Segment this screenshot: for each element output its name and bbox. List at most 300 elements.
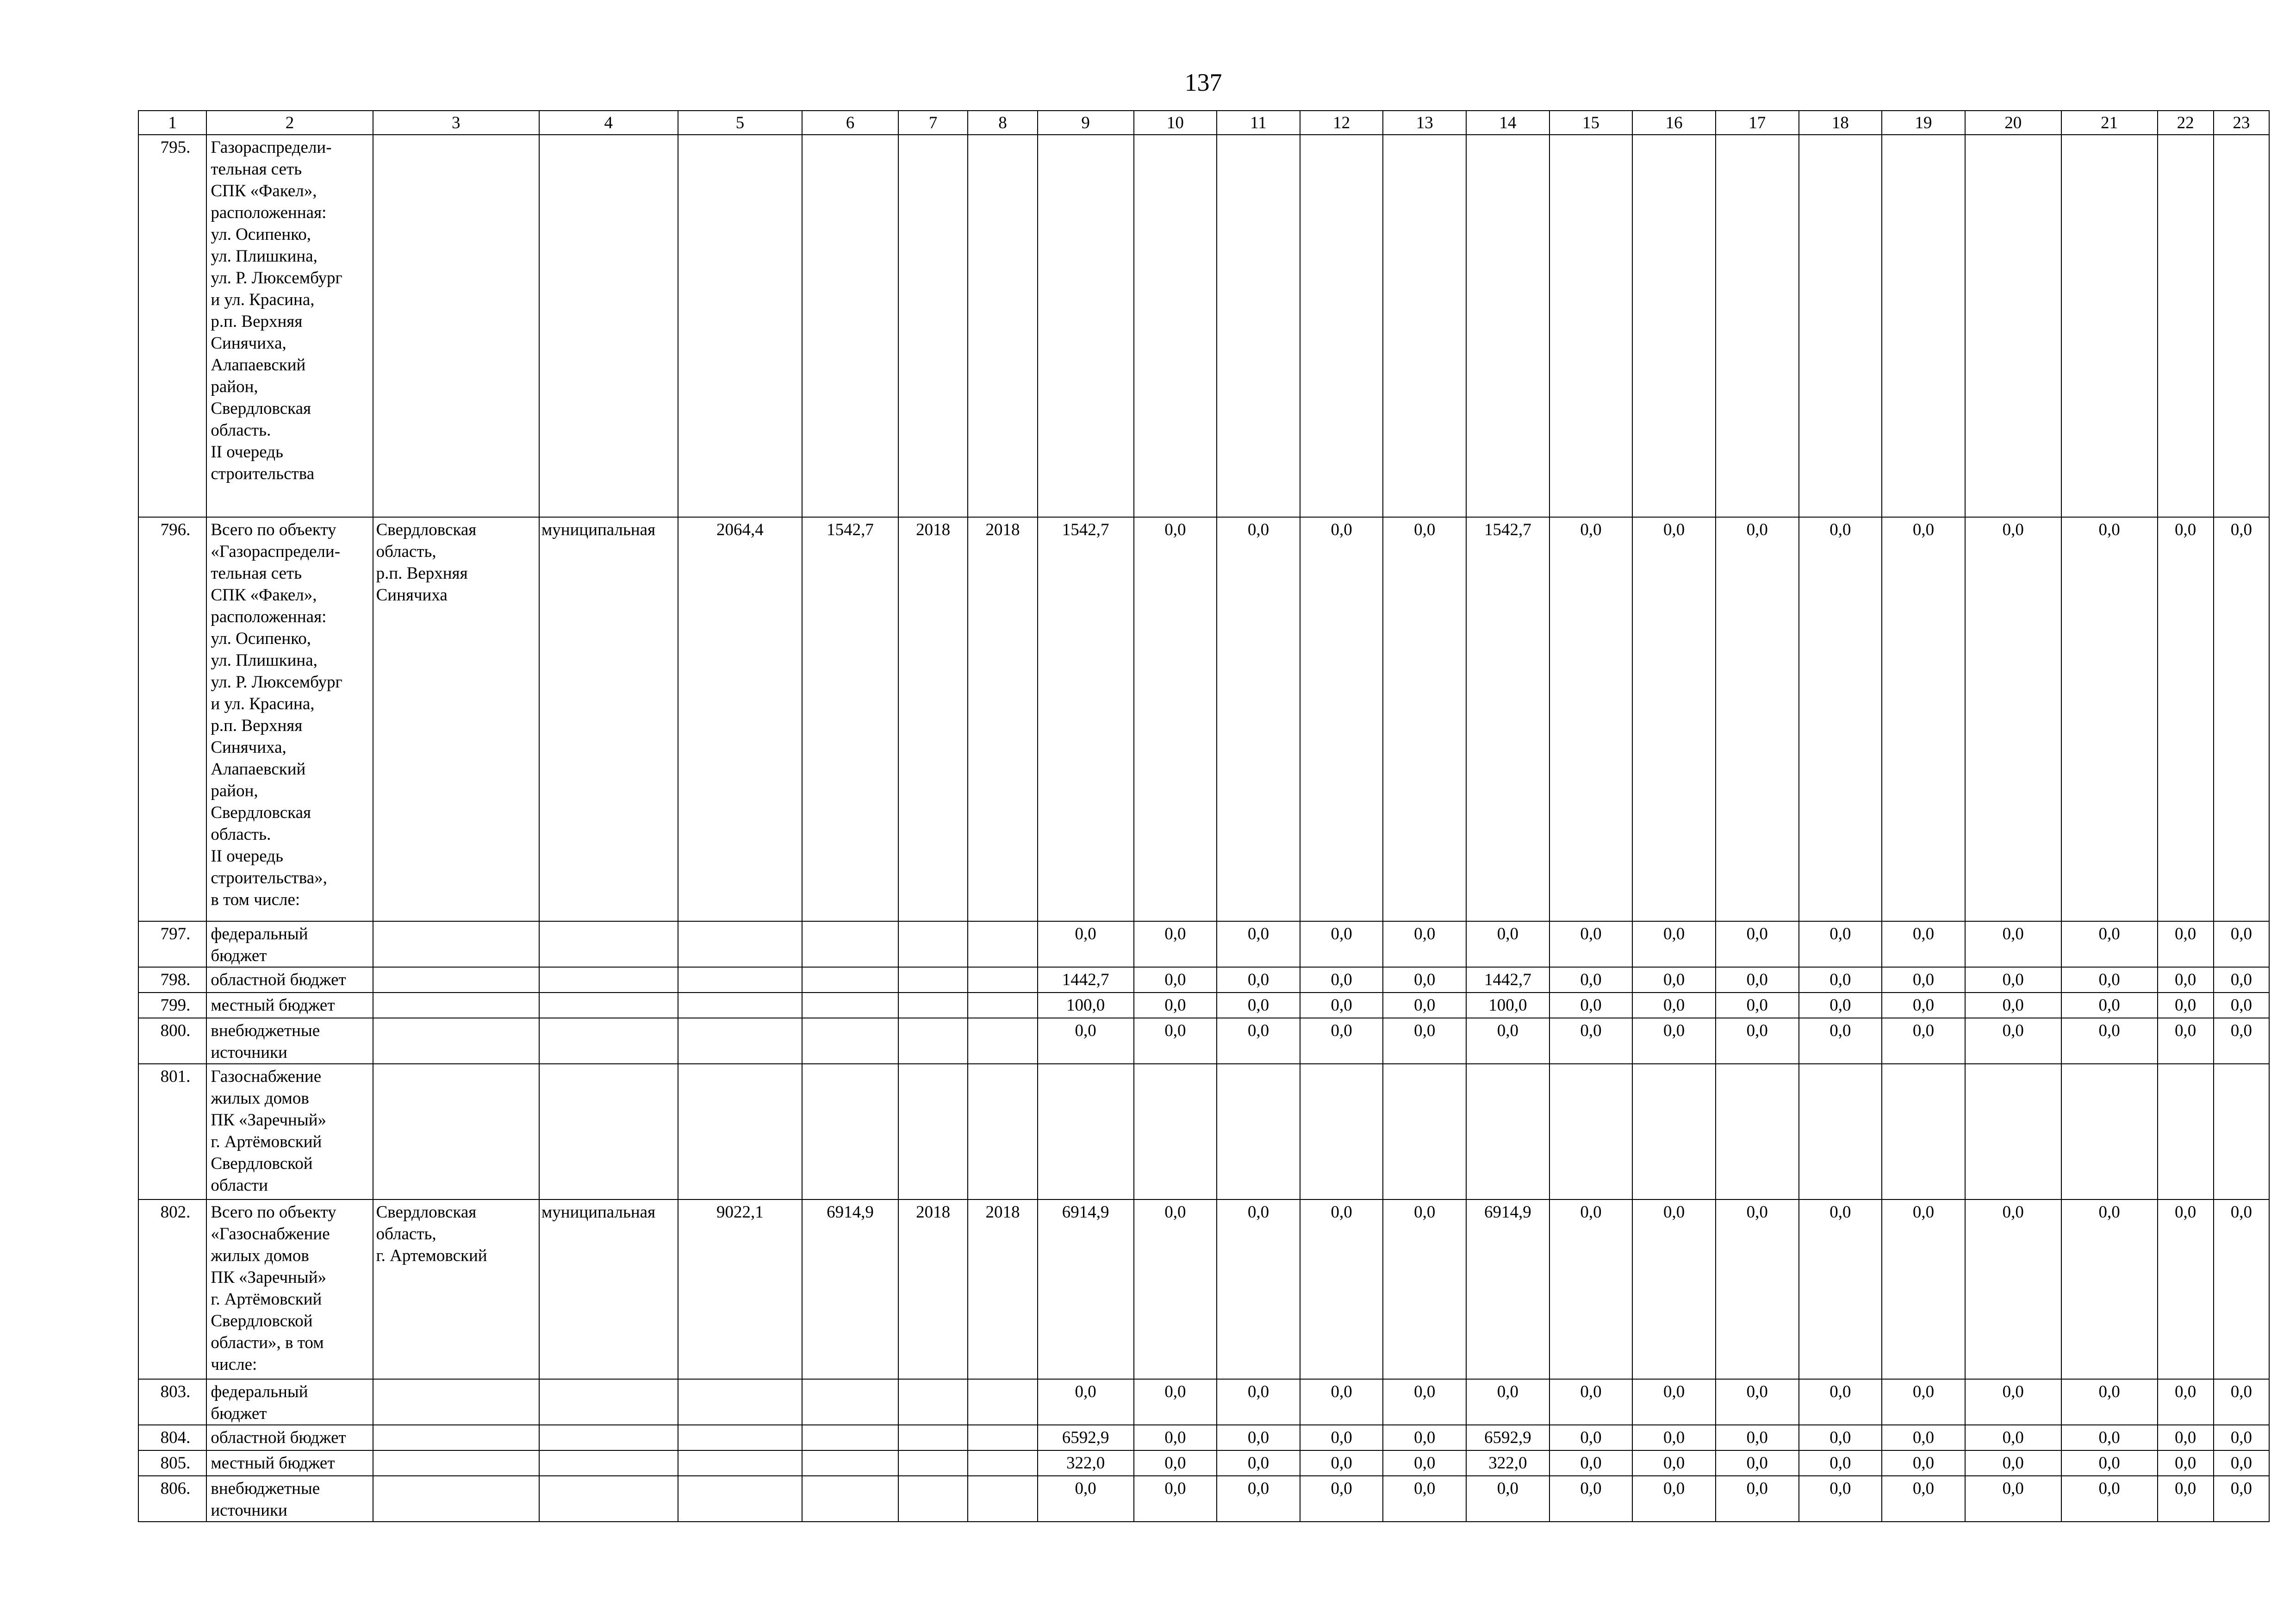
- value-cell: 0,0: [1632, 1379, 1716, 1425]
- location-cell: [373, 135, 539, 517]
- value-cell: [1134, 135, 1217, 517]
- value-cell: [1466, 135, 1549, 517]
- value-cell: 1542,7: [1466, 517, 1549, 921]
- value-cell: 6592,9: [1466, 1425, 1549, 1450]
- row-number-cell: 803.: [138, 1379, 206, 1425]
- value-cell: 0,0: [2061, 1199, 2158, 1379]
- value-cell: [898, 1425, 968, 1450]
- value-cell: [898, 921, 968, 967]
- value-cell: [1799, 135, 1882, 517]
- value-cell: [968, 1064, 1037, 1199]
- value-cell: 2018: [968, 517, 1037, 921]
- value-cell: [968, 993, 1037, 1018]
- column-number-cell: 11: [1217, 111, 1300, 135]
- value-cell: 0,0: [2214, 1476, 2269, 1522]
- value-cell: 0,0: [1632, 993, 1716, 1018]
- value-cell: 0,0: [1632, 967, 1716, 993]
- value-cell: 0,0: [1549, 1425, 1633, 1450]
- value-cell: 0,0: [2061, 1425, 2158, 1450]
- item-name-cell: федеральный бюджет: [206, 921, 373, 967]
- value-cell: [2061, 1064, 2158, 1199]
- value-cell: 0,0: [2158, 1379, 2214, 1425]
- location-cell: [373, 1425, 539, 1450]
- value-cell: 1542,7: [1038, 517, 1134, 921]
- value-cell: 0,0: [1038, 1476, 1134, 1522]
- value-cell: 0,0: [1965, 1450, 2061, 1476]
- value-cell: 6914,9: [1466, 1199, 1549, 1379]
- value-cell: 0,0: [1383, 517, 1466, 921]
- value-cell: 0,0: [1549, 1018, 1633, 1064]
- value-cell: 322,0: [1466, 1450, 1549, 1476]
- value-cell: 0,0: [1300, 517, 1383, 921]
- item-name-cell: местный бюджет: [206, 1450, 373, 1476]
- column-number-cell: 15: [1549, 111, 1633, 135]
- value-cell: [1217, 135, 1300, 517]
- value-cell: 0,0: [1632, 1450, 1716, 1476]
- table-row: [138, 1379, 2269, 1425]
- budget-table: [138, 110, 2270, 1522]
- value-cell: 0,0: [1300, 1476, 1383, 1522]
- value-cell: [1038, 1064, 1134, 1199]
- value-cell: 0,0: [2061, 921, 2158, 967]
- ownership-cell: [539, 1064, 678, 1199]
- value-cell: 0,0: [1549, 1450, 1633, 1476]
- value-cell: [678, 921, 802, 967]
- value-cell: 0,0: [1882, 967, 1965, 993]
- table-row: [138, 135, 2269, 517]
- value-cell: 0,0: [1965, 993, 2061, 1018]
- value-cell: 0,0: [2214, 1450, 2269, 1476]
- value-cell: [898, 1064, 968, 1199]
- column-number-cell: 1: [138, 111, 206, 135]
- column-number-cell: 13: [1383, 111, 1466, 135]
- value-cell: [1882, 135, 1965, 517]
- value-cell: [898, 967, 968, 993]
- row-number-cell: 800.: [138, 1018, 206, 1064]
- value-cell: 0,0: [2158, 1476, 2214, 1522]
- value-cell: 0,0: [1134, 1018, 1217, 1064]
- value-cell: [678, 1425, 802, 1450]
- column-number-cell: 7: [898, 111, 968, 135]
- table-row: [138, 921, 2269, 967]
- value-cell: 0,0: [1383, 967, 1466, 993]
- value-cell: [2061, 135, 2158, 517]
- value-cell: [2214, 1064, 2269, 1199]
- value-cell: [802, 967, 898, 993]
- value-cell: 0,0: [2214, 967, 2269, 993]
- item-name-cell: Газоснабжение жилых домов ПК «Заречный» г. Артёмовский Свердловской области: [206, 1064, 373, 1199]
- value-cell: 0,0: [1716, 1476, 1799, 1522]
- value-cell: [1716, 135, 1799, 517]
- table-row: [138, 993, 2269, 1018]
- value-cell: 322,0: [1038, 1450, 1134, 1476]
- value-cell: 0,0: [1549, 1476, 1633, 1522]
- column-number-cell: 17: [1716, 111, 1799, 135]
- value-cell: 0,0: [1716, 967, 1799, 993]
- value-cell: [802, 1450, 898, 1476]
- value-cell: 0,0: [1466, 1018, 1549, 1064]
- value-cell: 2018: [968, 1199, 1037, 1379]
- value-cell: [1632, 135, 1716, 517]
- ownership-cell: [539, 967, 678, 993]
- location-cell: [373, 1450, 539, 1476]
- value-cell: 0,0: [1549, 967, 1633, 993]
- column-number-cell: 21: [2061, 111, 2158, 135]
- value-cell: [802, 1064, 898, 1199]
- value-cell: 0,0: [1632, 1476, 1716, 1522]
- row-number-cell: 798.: [138, 967, 206, 993]
- value-cell: [1716, 1064, 1799, 1199]
- value-cell: [802, 135, 898, 517]
- column-number-cell: 8: [968, 111, 1037, 135]
- value-cell: 0,0: [1383, 1018, 1466, 1064]
- value-cell: [802, 1425, 898, 1450]
- value-cell: [2214, 135, 2269, 517]
- location-cell: [373, 1476, 539, 1522]
- column-number-cell: 19: [1882, 111, 1965, 135]
- value-cell: 0,0: [1549, 1199, 1633, 1379]
- value-cell: 0,0: [1134, 993, 1217, 1018]
- value-cell: 0,0: [1716, 921, 1799, 967]
- value-cell: 0,0: [1383, 1379, 1466, 1425]
- value-cell: [1882, 1064, 1965, 1199]
- value-cell: 0,0: [1799, 1199, 1882, 1379]
- value-cell: [968, 1476, 1037, 1522]
- value-cell: 0,0: [1799, 1018, 1882, 1064]
- value-cell: 0,0: [1134, 921, 1217, 967]
- value-cell: 0,0: [1965, 517, 2061, 921]
- value-cell: [1217, 1064, 1300, 1199]
- value-cell: 0,0: [1217, 1379, 1300, 1425]
- value-cell: [1038, 135, 1134, 517]
- value-cell: 0,0: [2214, 993, 2269, 1018]
- value-cell: [968, 921, 1037, 967]
- value-cell: 2018: [898, 517, 968, 921]
- value-cell: 0,0: [2061, 1476, 2158, 1522]
- value-cell: 1542,7: [802, 517, 898, 921]
- location-cell: [373, 993, 539, 1018]
- value-cell: 0,0: [1383, 921, 1466, 967]
- table-row: [138, 517, 2269, 921]
- value-cell: 0,0: [1882, 1199, 1965, 1379]
- value-cell: [898, 135, 968, 517]
- value-cell: 0,0: [2214, 1379, 2269, 1425]
- row-number-cell: 805.: [138, 1450, 206, 1476]
- value-cell: [678, 993, 802, 1018]
- value-cell: 0,0: [2158, 993, 2214, 1018]
- value-cell: [802, 1018, 898, 1064]
- column-number-cell: 23: [2214, 111, 2269, 135]
- value-cell: 0,0: [1383, 1425, 1466, 1450]
- value-cell: [898, 1476, 968, 1522]
- row-number-cell: 804.: [138, 1425, 206, 1450]
- value-cell: 0,0: [1632, 921, 1716, 967]
- item-name-cell: Всего по объекту «Газоснабжение жилых домов ПК «Заречный» г. Артёмовский Свердловской области», в том числе:: [206, 1199, 373, 1379]
- row-number-cell: 801.: [138, 1064, 206, 1199]
- value-cell: 0,0: [1632, 517, 1716, 921]
- value-cell: 0,0: [1300, 1450, 1383, 1476]
- value-cell: 0,0: [2061, 1018, 2158, 1064]
- column-number-cell: 12: [1300, 111, 1383, 135]
- table-row: [138, 1064, 2269, 1199]
- item-name-cell: федеральный бюджет: [206, 1379, 373, 1425]
- ownership-cell: [539, 921, 678, 967]
- value-cell: 2064,4: [678, 517, 802, 921]
- value-cell: [898, 1018, 968, 1064]
- value-cell: 0,0: [2061, 993, 2158, 1018]
- value-cell: 0,0: [1716, 1450, 1799, 1476]
- value-cell: [1632, 1064, 1716, 1199]
- value-cell: [802, 1379, 898, 1425]
- value-cell: 0,0: [1217, 1425, 1300, 1450]
- value-cell: 0,0: [1466, 921, 1549, 967]
- value-cell: 0,0: [1716, 1379, 1799, 1425]
- column-number-cell: 2: [206, 111, 373, 135]
- item-name-cell: местный бюджет: [206, 993, 373, 1018]
- value-cell: 0,0: [2158, 967, 2214, 993]
- value-cell: 0,0: [1882, 993, 1965, 1018]
- value-cell: [1300, 1064, 1383, 1199]
- value-cell: 0,0: [2158, 517, 2214, 921]
- value-cell: 0,0: [2061, 517, 2158, 921]
- value-cell: [678, 135, 802, 517]
- value-cell: 6914,9: [1038, 1199, 1134, 1379]
- value-cell: [2158, 1064, 2214, 1199]
- value-cell: [968, 1018, 1037, 1064]
- value-cell: 0,0: [1965, 1476, 2061, 1522]
- item-name-cell: внебюджетные источники: [206, 1476, 373, 1522]
- value-cell: 0,0: [1799, 1476, 1882, 1522]
- ownership-cell: [539, 1018, 678, 1064]
- value-cell: [678, 1064, 802, 1199]
- value-cell: 0,0: [1134, 1199, 1217, 1379]
- value-cell: 0,0: [1217, 993, 1300, 1018]
- column-number-cell: 9: [1038, 111, 1134, 135]
- value-cell: 0,0: [2214, 1199, 2269, 1379]
- value-cell: [968, 1379, 1037, 1425]
- value-cell: 0,0: [2061, 1379, 2158, 1425]
- value-cell: 100,0: [1466, 993, 1549, 1018]
- item-name-cell: внебюджетные источники: [206, 1018, 373, 1064]
- value-cell: 0,0: [1134, 1379, 1217, 1425]
- value-cell: 0,0: [1300, 1425, 1383, 1450]
- item-name-cell: областной бюджет: [206, 1425, 373, 1450]
- value-cell: [1300, 135, 1383, 517]
- value-cell: 0,0: [1965, 1379, 2061, 1425]
- value-cell: 0,0: [1217, 1476, 1300, 1522]
- value-cell: [1383, 135, 1466, 517]
- value-cell: 0,0: [2061, 967, 2158, 993]
- value-cell: 0,0: [1134, 1450, 1217, 1476]
- value-cell: 0,0: [1300, 993, 1383, 1018]
- value-cell: 0,0: [1383, 993, 1466, 1018]
- table-row: [138, 1476, 2269, 1522]
- value-cell: 0,0: [1300, 967, 1383, 993]
- value-cell: 0,0: [1300, 1379, 1383, 1425]
- column-number-row: [138, 111, 2269, 135]
- location-cell: [373, 1018, 539, 1064]
- value-cell: 1442,7: [1466, 967, 1549, 993]
- column-number-cell: 3: [373, 111, 539, 135]
- value-cell: [678, 1476, 802, 1522]
- value-cell: 0,0: [2158, 1199, 2214, 1379]
- row-number-cell: 795.: [138, 135, 206, 517]
- value-cell: 0,0: [1965, 967, 2061, 993]
- value-cell: 0,0: [1716, 1018, 1799, 1064]
- value-cell: [1383, 1064, 1466, 1199]
- table-row: [138, 967, 2269, 993]
- value-cell: 0,0: [2061, 1450, 2158, 1476]
- column-number-cell: 16: [1632, 111, 1716, 135]
- value-cell: 0,0: [2214, 921, 2269, 967]
- value-cell: [1549, 135, 1633, 517]
- page-number: 137: [1184, 69, 1222, 96]
- value-cell: 0,0: [1549, 921, 1633, 967]
- ownership-cell: [539, 1450, 678, 1476]
- value-cell: [678, 1379, 802, 1425]
- value-cell: 0,0: [1217, 1450, 1300, 1476]
- value-cell: [1965, 1064, 2061, 1199]
- value-cell: [968, 1425, 1037, 1450]
- value-cell: [802, 921, 898, 967]
- value-cell: 0,0: [2158, 1425, 2214, 1450]
- value-cell: 0,0: [1799, 517, 1882, 921]
- value-cell: [968, 135, 1037, 517]
- value-cell: 0,0: [1965, 1199, 2061, 1379]
- value-cell: [2158, 135, 2214, 517]
- value-cell: 0,0: [1799, 967, 1882, 993]
- value-cell: 0,0: [1882, 1425, 1965, 1450]
- row-number-cell: 797.: [138, 921, 206, 967]
- value-cell: 0,0: [1383, 1199, 1466, 1379]
- value-cell: 0,0: [1300, 1199, 1383, 1379]
- value-cell: [678, 1450, 802, 1476]
- value-cell: [968, 1450, 1037, 1476]
- value-cell: [678, 967, 802, 993]
- value-cell: 2018: [898, 1199, 968, 1379]
- value-cell: 0,0: [1799, 1425, 1882, 1450]
- value-cell: [1134, 1064, 1217, 1199]
- value-cell: 1442,7: [1038, 967, 1134, 993]
- column-number-cell: 5: [678, 111, 802, 135]
- value-cell: [1799, 1064, 1882, 1199]
- value-cell: 0,0: [1217, 967, 1300, 993]
- value-cell: [802, 993, 898, 1018]
- location-cell: [373, 967, 539, 993]
- value-cell: [1466, 1064, 1549, 1199]
- column-number-cell: 20: [1965, 111, 2061, 135]
- value-cell: 6592,9: [1038, 1425, 1134, 1450]
- ownership-cell: [539, 993, 678, 1018]
- value-cell: [1965, 135, 2061, 517]
- value-cell: 0,0: [1549, 993, 1633, 1018]
- value-cell: 0,0: [1134, 517, 1217, 921]
- table-row: [138, 1018, 2269, 1064]
- value-cell: 0,0: [2158, 1450, 2214, 1476]
- value-cell: 0,0: [2214, 1425, 2269, 1450]
- value-cell: 0,0: [1799, 1450, 1882, 1476]
- value-cell: 0,0: [1217, 1199, 1300, 1379]
- value-cell: 0,0: [1716, 1425, 1799, 1450]
- value-cell: 0,0: [1134, 967, 1217, 993]
- location-cell: [373, 1379, 539, 1425]
- value-cell: 0,0: [1134, 1476, 1217, 1522]
- value-cell: 0,0: [1383, 1476, 1466, 1522]
- ownership-cell: муниципальная: [539, 1199, 678, 1379]
- value-cell: [898, 1379, 968, 1425]
- table-row: [138, 1199, 2269, 1379]
- value-cell: 0,0: [1882, 1379, 1965, 1425]
- value-cell: 0,0: [1632, 1425, 1716, 1450]
- value-cell: 0,0: [1632, 1018, 1716, 1064]
- value-cell: 0,0: [1217, 1018, 1300, 1064]
- value-cell: [802, 1476, 898, 1522]
- value-cell: 0,0: [1134, 1425, 1217, 1450]
- ownership-cell: [539, 135, 678, 517]
- value-cell: 0,0: [1882, 1450, 1965, 1476]
- value-cell: 0,0: [1799, 1379, 1882, 1425]
- column-number-cell: 18: [1799, 111, 1882, 135]
- value-cell: 100,0: [1038, 993, 1134, 1018]
- column-number-cell: 4: [539, 111, 678, 135]
- value-cell: 0,0: [1217, 517, 1300, 921]
- value-cell: 0,0: [1217, 921, 1300, 967]
- location-cell: Свердловская область, р.п. Верхняя Синячиха: [373, 517, 539, 921]
- column-number-cell: 22: [2158, 111, 2214, 135]
- value-cell: 0,0: [1799, 921, 1882, 967]
- row-number-cell: 799.: [138, 993, 206, 1018]
- ownership-cell: муниципальная: [539, 517, 678, 921]
- value-cell: 0,0: [2158, 921, 2214, 967]
- value-cell: 0,0: [1549, 517, 1633, 921]
- column-number-cell: 10: [1134, 111, 1217, 135]
- value-cell: 0,0: [1716, 993, 1799, 1018]
- value-cell: 0,0: [1466, 1476, 1549, 1522]
- value-cell: 0,0: [2214, 517, 2269, 921]
- value-cell: 6914,9: [802, 1199, 898, 1379]
- value-cell: 0,0: [1965, 921, 2061, 967]
- value-cell: 0,0: [1549, 1379, 1633, 1425]
- value-cell: 0,0: [1882, 1018, 1965, 1064]
- ownership-cell: [539, 1425, 678, 1450]
- column-number-cell: 6: [802, 111, 898, 135]
- value-cell: 0,0: [1716, 1199, 1799, 1379]
- value-cell: 0,0: [1716, 517, 1799, 921]
- location-cell: Свердловская область, г. Артемовский: [373, 1199, 539, 1379]
- value-cell: [1549, 1064, 1633, 1199]
- item-name-cell: областной бюджет: [206, 967, 373, 993]
- value-cell: 0,0: [1383, 1450, 1466, 1476]
- value-cell: 0,0: [1300, 1018, 1383, 1064]
- value-cell: [968, 967, 1037, 993]
- value-cell: 0,0: [1882, 1476, 1965, 1522]
- value-cell: 0,0: [1038, 1379, 1134, 1425]
- ownership-cell: [539, 1476, 678, 1522]
- value-cell: [898, 1450, 968, 1476]
- value-cell: 0,0: [1965, 1018, 2061, 1064]
- value-cell: 0,0: [2214, 1018, 2269, 1064]
- location-cell: [373, 921, 539, 967]
- value-cell: 0,0: [1632, 1199, 1716, 1379]
- row-number-cell: 796.: [138, 517, 206, 921]
- ownership-cell: [539, 1379, 678, 1425]
- item-name-cell: Газораспредели- тельная сеть СПК «Факел», расположенная: ул. Осипенко, ул. Плишкина, ул. Р. Люксембург и ул. Красина, р.п. Верхняя Синячиха, Алапаевский район, Свердловская область. II очередь строительства: [206, 135, 373, 517]
- value-cell: 0,0: [1038, 921, 1134, 967]
- row-number-cell: 806.: [138, 1476, 206, 1522]
- table-row: [138, 1425, 2269, 1450]
- value-cell: [898, 993, 968, 1018]
- column-number-cell: 14: [1466, 111, 1549, 135]
